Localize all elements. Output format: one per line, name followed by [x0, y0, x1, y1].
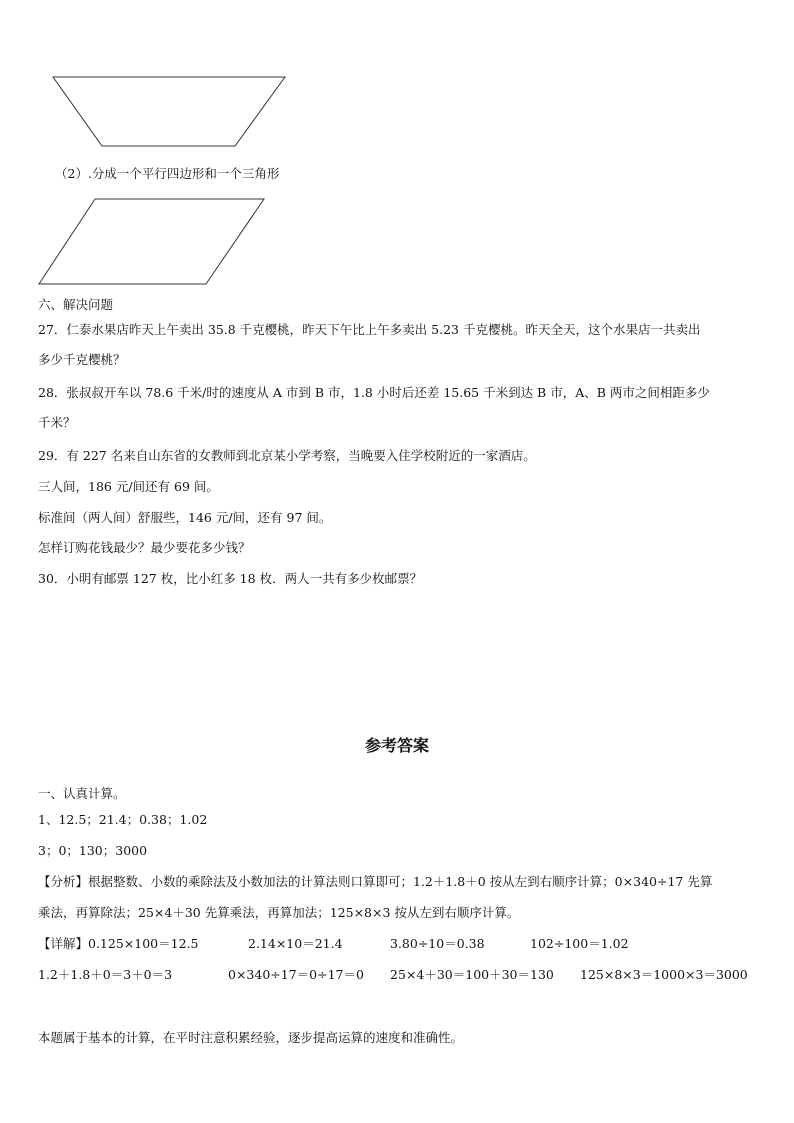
- question-28-line1: 28．张叔叔开车以 78.6 千米/时的速度从 A 市到 B 市，1.8 小时后还差 15.65 千米到达 B 市，A、B 两市之间相距多少: [38, 385, 710, 400]
- detail-item-3: 3.80÷10＝0.38: [390, 936, 485, 951]
- section6-heading: 六、解决问题: [38, 297, 114, 312]
- trapezoid-figure: [50, 74, 290, 150]
- question-29-line1: 29．有 227 名来自山东省的女教师到北京某小学考察，当晚要入住学校附近的一家酒店。: [38, 448, 536, 463]
- detail-item-4: 102÷100＝1.02: [530, 936, 629, 951]
- parallelogram-outline: [39, 199, 264, 284]
- question-29-line2: 三人间，186 元/间还有 69 间。: [38, 479, 219, 494]
- detail-item-1: 【详解】0.125×100＝12.5: [38, 936, 199, 951]
- trapezoid-outline: [53, 77, 285, 146]
- detail-item-6: 0×340÷17＝0÷17＝0: [228, 967, 364, 982]
- detail-item-5: 1.2＋1.8＋0＝3＋0＝3: [38, 967, 173, 982]
- answers-line2: 3；0；130；3000: [38, 843, 148, 858]
- detail-item-7: 25×4＋30＝100＋30＝130: [390, 967, 554, 982]
- answers-summary: 本题属于基本的计算，在平时注意积累经验，逐步提高运算的速度和准确性。: [38, 1030, 464, 1045]
- analysis-line2: 乘法，再算除法；25×4＋30 先算乘法，再算加法；125×8×3 按从左到右顺序计算。: [38, 905, 520, 920]
- answers-title: 参考答案: [364, 736, 429, 755]
- part2-label: （2）.分成一个平行四边形和一个三角形: [55, 166, 280, 181]
- parallelogram-figure: [36, 196, 268, 288]
- question-28-line2: 千米？: [38, 415, 76, 430]
- detail-item-8: 125×8×3＝1000×3＝3000: [580, 967, 748, 982]
- analysis-line1: 【分析】根据整数、小数的乘除法及小数加法的计算法则口算即可；1.2＋1.8＋0 按从左到右顺序计算；0×340÷17 先算: [38, 874, 713, 889]
- answers-line1: 1、12.5；21.4；0.38；1.02: [38, 812, 208, 827]
- question-29-line3: 标准间（两人间）舒服些，146 元/间，还有 97 间。: [38, 510, 332, 525]
- detail-item-2: 2.14×10＝21.4: [248, 936, 343, 951]
- answers-section1-heading: 一、认真计算。: [38, 786, 126, 801]
- question-29-line4: 怎样订购花钱最少？最少要花多少钱？: [38, 540, 251, 555]
- question-27-line1: 27．仁泰水果店昨天上午卖出 35.8 千克樱桃，昨天下午比上午多卖出 5.23 千克樱桃。昨天全天，这个水果店一共卖出: [38, 322, 701, 337]
- question-30-line1: 30．小明有邮票 127 枚，比小红多 18 枚．两人一共有多少枚邮票？: [38, 571, 423, 586]
- question-27-line2: 多少千克樱桃？: [38, 352, 126, 367]
